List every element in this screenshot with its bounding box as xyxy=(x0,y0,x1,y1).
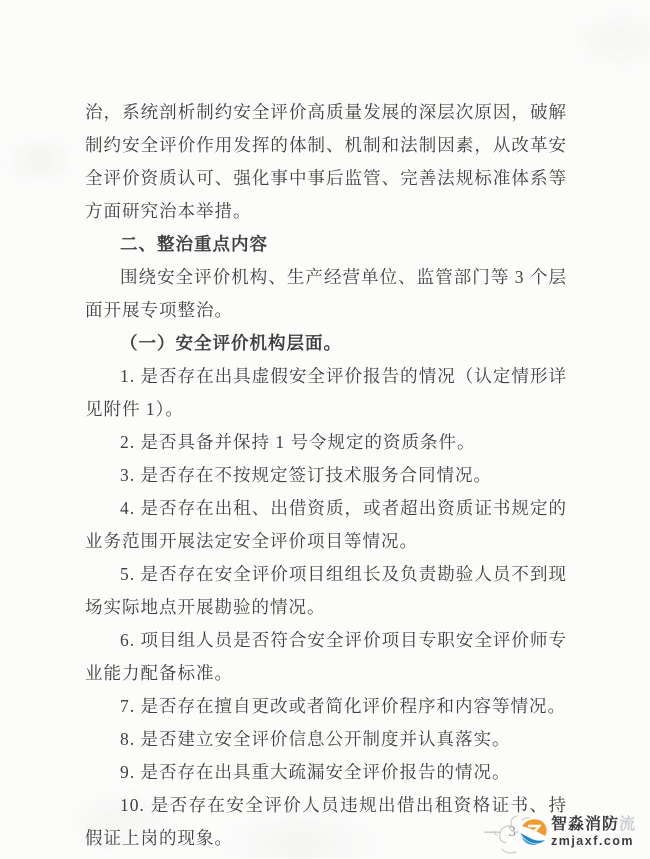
watermark xyxy=(518,817,636,848)
list-item-7: 7. 是否存在擅自更改或者简化评价程序和内容等情况。 xyxy=(120,696,566,716)
brand-name-light: 流 xyxy=(618,815,636,833)
list-item-4: 4. 是否存在出租、出借资质，或者超出资质证书规定的业务范围开展法定安全评价项目等情况。 xyxy=(85,498,567,551)
brand-domain: zmjaxf.com xyxy=(550,833,635,848)
list-item-2: 2. 是否具备并保持 1 号令规定的资质条件。 xyxy=(120,432,476,452)
watermark-text xyxy=(551,817,636,848)
page-number-dash: — xyxy=(484,823,501,840)
list-item-3: 3. 是否存在不按规定签订技术服务合同情况。 xyxy=(120,465,492,485)
brand-name-dark: 智淼消防 xyxy=(550,815,619,833)
list-item-6: 6. 项目组人员是否符合安全评价项目专职安全评价师专业能力配备标准。 xyxy=(85,630,567,683)
list-item-1: 1. 是否存在出具虚假安全评价报告的情况（认定情形详见附件 1）。 xyxy=(85,366,567,419)
paragraph: 围绕安全评价机构、生产经营单位、监管部门等 3 个层面开展专项整治。 xyxy=(85,267,567,320)
list-item-8: 8. 是否建立安全评价信息公开制度并认真落实。 xyxy=(120,729,511,749)
section-heading: 二、整治重点内容 xyxy=(120,234,268,254)
subsection-heading: （一）安全评价机构层面。 xyxy=(120,333,342,353)
brand-name xyxy=(551,817,636,833)
watermark-logo-icon xyxy=(518,817,548,847)
page-footer xyxy=(484,809,636,855)
page-number: 3 xyxy=(508,823,516,840)
list-item-5: 5. 是否存在安全评价项目组组长及负责勘验人员不到现场实际地点开展勘验的情况。 xyxy=(85,564,567,617)
list-item-10: 10. 是否存在安全评价人员违规出借出租资格证书、持假证上岗的现象。 xyxy=(85,795,567,848)
document-body xyxy=(85,96,567,855)
list-item-9: 9. 是否存在出具重大疏漏安全评价报告的情况。 xyxy=(120,762,511,782)
paragraph-continuation: 治，系统剖析制约安全评价高质量发展的深层次原因，破解制约安全评价作用发挥的体制、机制和法制因素，从改革安全评价资质认可、强化事中事后监管、完善法规标准体系等方面研究治本举措。 xyxy=(85,102,567,221)
